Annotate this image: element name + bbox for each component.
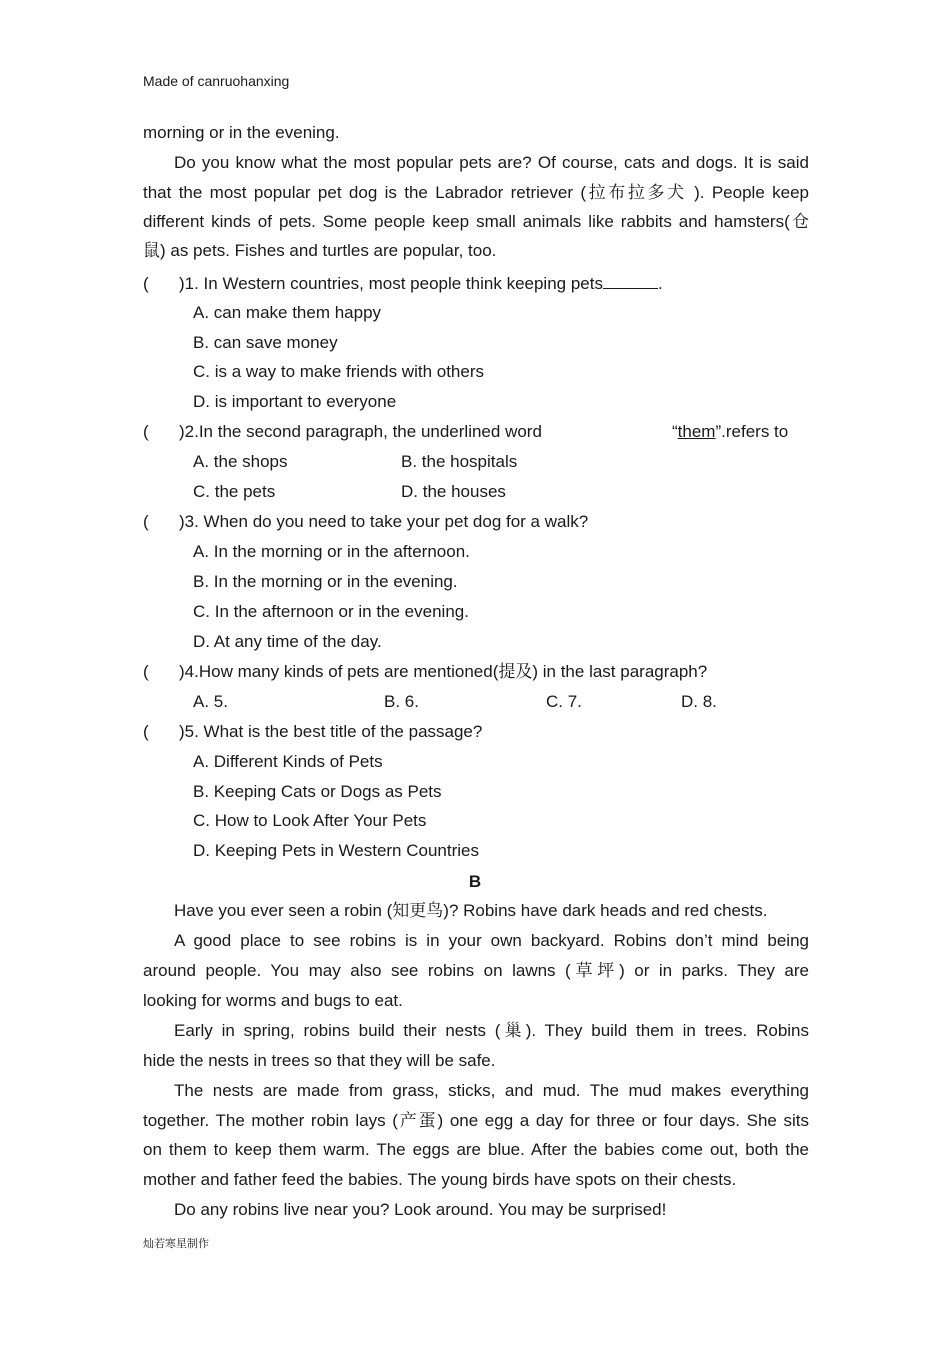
- option: C. In the afternoon or in the evening.: [193, 602, 469, 621]
- question-text: )3. When do you need to take your pet dog for a walk?: [179, 512, 589, 531]
- option: A. Different Kinds of Pets: [193, 752, 383, 771]
- option: B. the hospitals: [401, 452, 518, 471]
- option: B. Keeping Cats or Dogs as Pets: [193, 782, 442, 801]
- option: C. the pets: [193, 482, 276, 501]
- passage-a-line: Do you know what the most popular pets are? Of course, cats and dogs. It is said: [174, 153, 809, 172]
- question-2-tail: [672, 421, 788, 443]
- option: B. In the morning or in the evening.: [193, 572, 458, 591]
- question-text: )1. In Western countries, most people think keeping pets: [179, 274, 603, 293]
- option: D. At any time of the day.: [193, 632, 382, 651]
- option: A. the shops: [193, 452, 288, 471]
- passage-a-line: morning or in the evening.: [143, 123, 340, 142]
- passage-b-line: on them to keep them warm. The eggs are blue. After the babies come out, both the: [143, 1140, 809, 1159]
- question-4: [143, 661, 707, 683]
- option: D. 8.: [681, 692, 717, 711]
- answer-paren[interactable]: (: [143, 274, 149, 293]
- option: D. is important to everyone: [193, 392, 397, 411]
- quote-mark: ”: [715, 422, 722, 441]
- passage-b-line: Have you ever seen a robin (知更鸟)? Robins have dark heads and red chests.: [174, 901, 768, 920]
- passage-b-line: together. The mother robin lays (产蛋) one egg a day for three or four days. She sits: [143, 1111, 809, 1130]
- question-1: [143, 272, 663, 295]
- passage-b-line: Early in spring, robins build their nests (巢). They build them in trees. Robins: [174, 1021, 809, 1040]
- passage-b-line: mother and father feed the babies. The young birds have spots on their chests.: [143, 1170, 737, 1189]
- option: A. 5.: [193, 692, 228, 711]
- passage-b-line: around people. You may also see robins on lawns (草坪) or in parks. They are: [143, 961, 809, 980]
- passage-b-line: looking for worms and bugs to eat.: [143, 991, 403, 1010]
- question-2: [143, 421, 542, 443]
- question-text: )4.How many kinds of pets are mentioned(提及) in the last paragraph?: [179, 662, 708, 681]
- passage-b-line: A good place to see robins is in your own backyard. Robins don’t mind being: [174, 931, 809, 950]
- option: C. 7.: [546, 692, 582, 711]
- passage-a-line: different kinds of pets. Some people keep small animals like rabbits and hamsters(仓: [143, 212, 809, 231]
- question-3: [143, 511, 588, 533]
- option: B. 6.: [384, 692, 419, 711]
- option: C. is a way to make friends with others: [193, 362, 485, 381]
- section-heading: B: [468, 872, 482, 891]
- question-5: [143, 721, 482, 743]
- option: C. How to Look After Your Pets: [193, 811, 427, 830]
- option: A. In the morning or in the afternoon.: [193, 542, 470, 561]
- passage-a-line: 鼠) as pets. Fishes and turtles are popular, too.: [143, 241, 497, 260]
- quote-mark: “: [672, 422, 678, 441]
- answer-paren[interactable]: (: [143, 722, 149, 741]
- question-text: )2.In the second paragraph, the underlined word: [179, 422, 542, 441]
- passage-b-line: The nests are made from grass, sticks, and mud. The mud makes everything: [174, 1081, 809, 1100]
- passage-b-line: hide the nests in trees so that they will be safe.: [143, 1051, 496, 1070]
- answer-paren[interactable]: (: [143, 422, 149, 441]
- option: D. Keeping Pets in Western Countries: [193, 841, 479, 860]
- passage-a-line: that the most popular pet dog is the Labrador retriever (拉布拉多犬 ). People keep: [143, 183, 809, 202]
- answer-paren[interactable]: (: [143, 512, 149, 531]
- answer-paren[interactable]: (: [143, 662, 149, 681]
- page-footer: 灿若寒星制作: [143, 1238, 209, 1250]
- option: B. can save money: [193, 333, 338, 352]
- question-end: .: [657, 274, 663, 293]
- option: A. can make them happy: [193, 303, 382, 322]
- page-header: Made of canruohanxing: [143, 73, 290, 89]
- option: D. the houses: [401, 482, 506, 501]
- passage-b-line: Do any robins live near you? Look around. You may be surprised!: [174, 1200, 667, 1219]
- question-text: )5. What is the best title of the passage?: [179, 722, 483, 741]
- question-text-tail: .refers to: [721, 422, 789, 441]
- answer-blank: [603, 272, 658, 289]
- underlined-word: them: [677, 422, 716, 441]
